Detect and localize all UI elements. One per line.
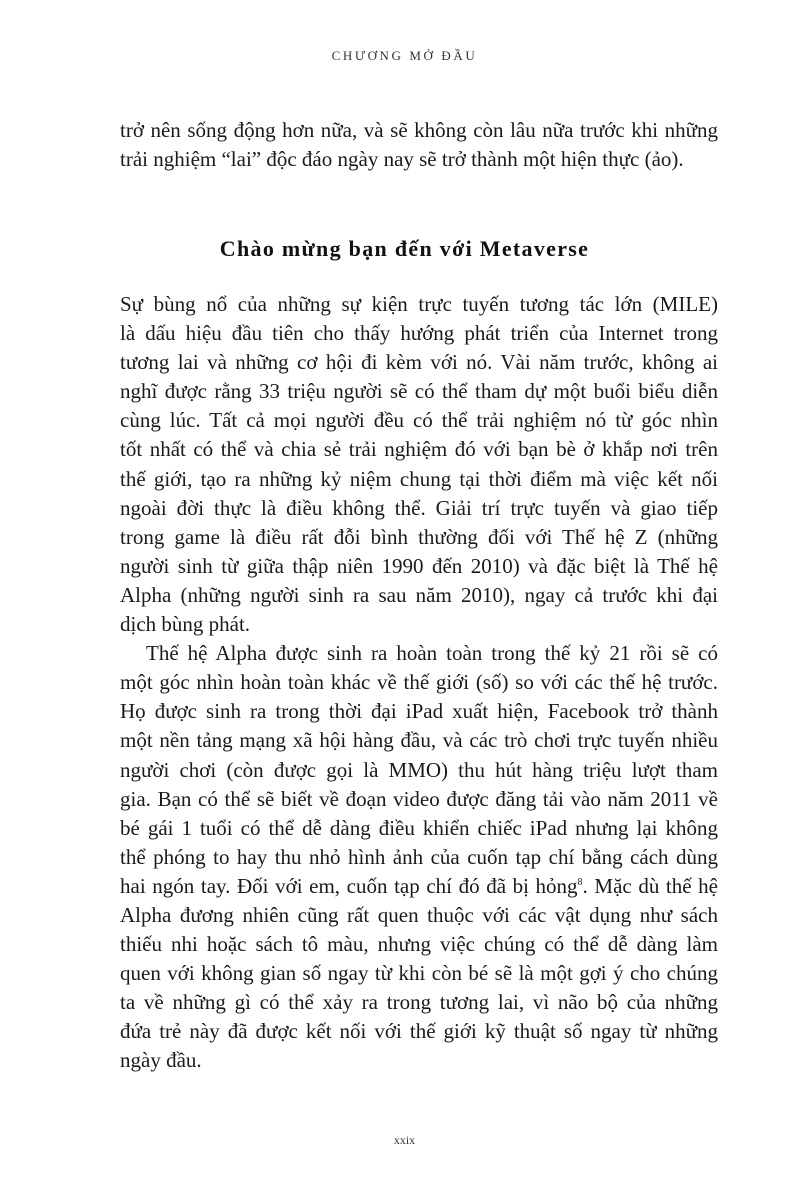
text-line: dịch bùng phát.: [120, 612, 251, 637]
text-line: tương lai và những cơ hội đi kèm với nó. Vài năm trước, không ai: [120, 350, 718, 375]
text-line: ta về những gì có thể xảy ra trong tương lai, vì não bộ của những: [120, 990, 718, 1015]
running-head: CHƯƠNG MỞ ĐẦU: [331, 48, 478, 63]
text-line: người sinh từ giữa thập niên 1990 đến 2010) và đặc biệt là Thế hệ: [120, 553, 718, 578]
text-fragment: hai ngón tay. Đối với em, cuốn tạp chí đó đã bị hỏng: [120, 873, 578, 898]
text-line: nghĩ được rằng 33 triệu người sẽ có thể tham dự một buổi biểu diễn: [120, 379, 718, 404]
text-line: trong game là điều rất đỗi bình thường đối với Thế hệ Z (những: [120, 524, 718, 549]
text-line: Thế hệ Alpha được sinh ra hoàn toàn trong thế kỷ 21 rồi sẽ có: [146, 641, 718, 666]
text-line: người chơi (còn được gọi là MMO) thu hút hàng triệu lượt tham: [120, 757, 718, 782]
page-number: xxix: [393, 1133, 416, 1147]
intro-paragraph: [120, 116, 718, 174]
text-line: cùng lúc. Tất cả mọi người đều có thể trải nghiệm nó từ góc nhìn: [120, 408, 718, 433]
paragraph-1: [120, 290, 718, 639]
text-line: Alpha đương nhiên cũng rất quen thuộc với các vật dụng như sách: [120, 902, 718, 927]
text-line: quen với không gian số ngay từ khi còn bé sẽ là một gợi ý cho chúng: [120, 961, 718, 986]
text-line: Sự bùng nổ của những sự kiện trực tuyến tương tác lớn (MILE): [120, 292, 718, 316]
text-line: bé gái 1 tuổi có thể dễ dàng điều khiển chiếc iPad nhưng lại không: [120, 815, 718, 840]
text-line: thiếu nhi hoặc sách tô màu, nhưng việc chúng có thể dễ dàng làm: [120, 932, 718, 957]
text-line: là dấu hiệu đầu tiên cho thấy hướng phát triển của Internet trong: [120, 321, 718, 346]
paragraph-2: [120, 639, 718, 1075]
text-fragment: . Mặc dù thế hệ: [582, 873, 718, 898]
text-line: thế giới, tạo ra những kỷ niệm chung tại thời điểm mà việc kết nối: [120, 466, 718, 491]
text-line: một góc nhìn hoàn toàn khác về thế giới (số) so với các thế hệ trước.: [120, 670, 718, 695]
footnote-marker[interactable]: 8: [577, 876, 583, 888]
text-line: đứa trẻ này đã được kết nối với thế giới kỹ thuật số ngay từ những: [120, 1019, 718, 1044]
text-line: tốt nhất có thể và chia sẻ trải nghiệm đó với bạn bè ở khắp nơi trên: [120, 437, 718, 462]
text-line: ngày đầu.: [120, 1048, 202, 1073]
text-line: gia. Bạn có thể sẽ biết về đoạn video được đăng tải vào năm 2011 về: [120, 786, 718, 811]
text-line: trở nên sống động hơn nữa, và sẽ không còn lâu nữa trước khi những: [120, 118, 718, 142]
text-line-with-footnote: [120, 872, 718, 901]
text-line: ngoài đời thực là điều không thể. Giải trí trực tuyến và giao tiếp: [120, 495, 718, 520]
text-line: thể phóng to hay thu nhỏ hình ảnh của cuốn tạp chí bằng cách dùng: [120, 844, 718, 869]
text-line: trải nghiệm “lai” độc đáo ngày nay sẽ trở thành một hiện thực (ảo).: [120, 147, 684, 172]
text-line: Alpha (những người sinh ra sau năm 2010), ngay cả trước khi đại: [120, 582, 718, 607]
section-heading: Chào mừng bạn đến với Metaverse: [219, 236, 590, 261]
text-line: một nền tảng mạng xã hội hàng đầu, và các trò chơi trực tuyến nhiều: [120, 728, 718, 753]
text-line: Họ được sinh ra trong thời đại iPad xuất hiện, Facebook trở thành: [120, 699, 718, 724]
body-text: [120, 290, 718, 1076]
